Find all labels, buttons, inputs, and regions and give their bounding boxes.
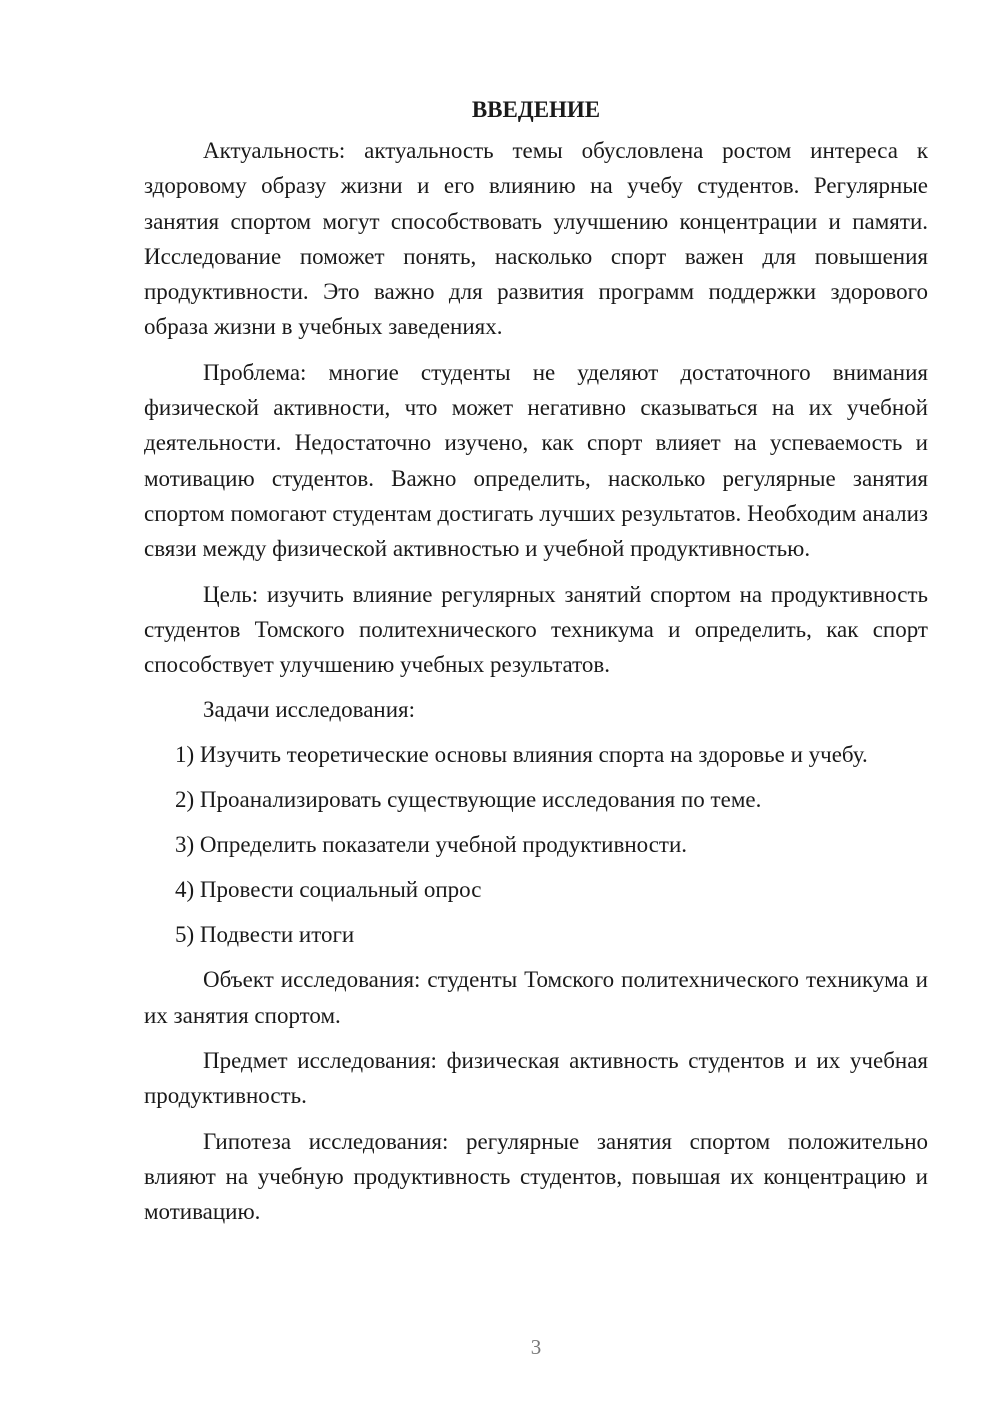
page-title: ВВЕДЕНИЕ xyxy=(471,97,601,122)
task-item-3: 3) Определить показатели учебной продуктивности. xyxy=(175,832,688,858)
tasks-heading: Задачи исследования: xyxy=(203,697,416,723)
paragraph-goal: Цель: изучить влияние регулярных занятий спортом на продуктивность студентов Томского политехнического техникума и определить, как спорт способствует улучшению учебных результатов. xyxy=(144,581,928,678)
page-content xyxy=(144,92,928,1240)
page-number: 3 xyxy=(530,1335,542,1359)
paragraph-problem: Проблема: многие студенты не уделяют достаточного внимания физической активности, что может негативно сказываться на их учебной деятельности. Недостаточно изучено, как спорт влияет на успеваемость и мотивацию студентов. Важно определить, насколько регулярные занятия спортом помогают студентам достигать лучших результатов. Необходим анализ связи между физической активностью и учебной продуктивностью. xyxy=(144,359,928,562)
task-item-4: 4) Провести социальный опрос xyxy=(175,877,482,903)
task-item-2: 2) Проанализировать существующие исследования по теме. xyxy=(175,787,762,813)
task-item-1: 1) Изучить теоретические основы влияния спорта на здоровье и учебу. xyxy=(175,742,868,768)
paragraph-subject: Предмет исследования: физическая активность студентов и их учебная продуктивность. xyxy=(144,1048,928,1109)
paragraph-object: Объект исследования: студенты Томского политехнического техникума и их занятия спортом. xyxy=(144,967,928,1028)
paragraph-hypothesis: Гипотеза исследования: регулярные занятия спортом положительно влияют на учебную продуктивность студентов, повышая их концентрацию и мотивацию. xyxy=(144,1128,928,1225)
paragraph-relevance: Актуальность: актуальность темы обусловлена ростом интереса к здоровому образу жизни и его влиянию на учебу студентов. Регулярные занятия спортом могут способствовать улучшению концентрации и памяти. Исследование поможет понять, насколько спорт важен для повышения продуктивности. Это важно для развития программ поддержки здорового образа жизни в учебных заведениях. xyxy=(144,138,928,340)
task-item-5: 5) Подвести итоги xyxy=(175,922,355,948)
